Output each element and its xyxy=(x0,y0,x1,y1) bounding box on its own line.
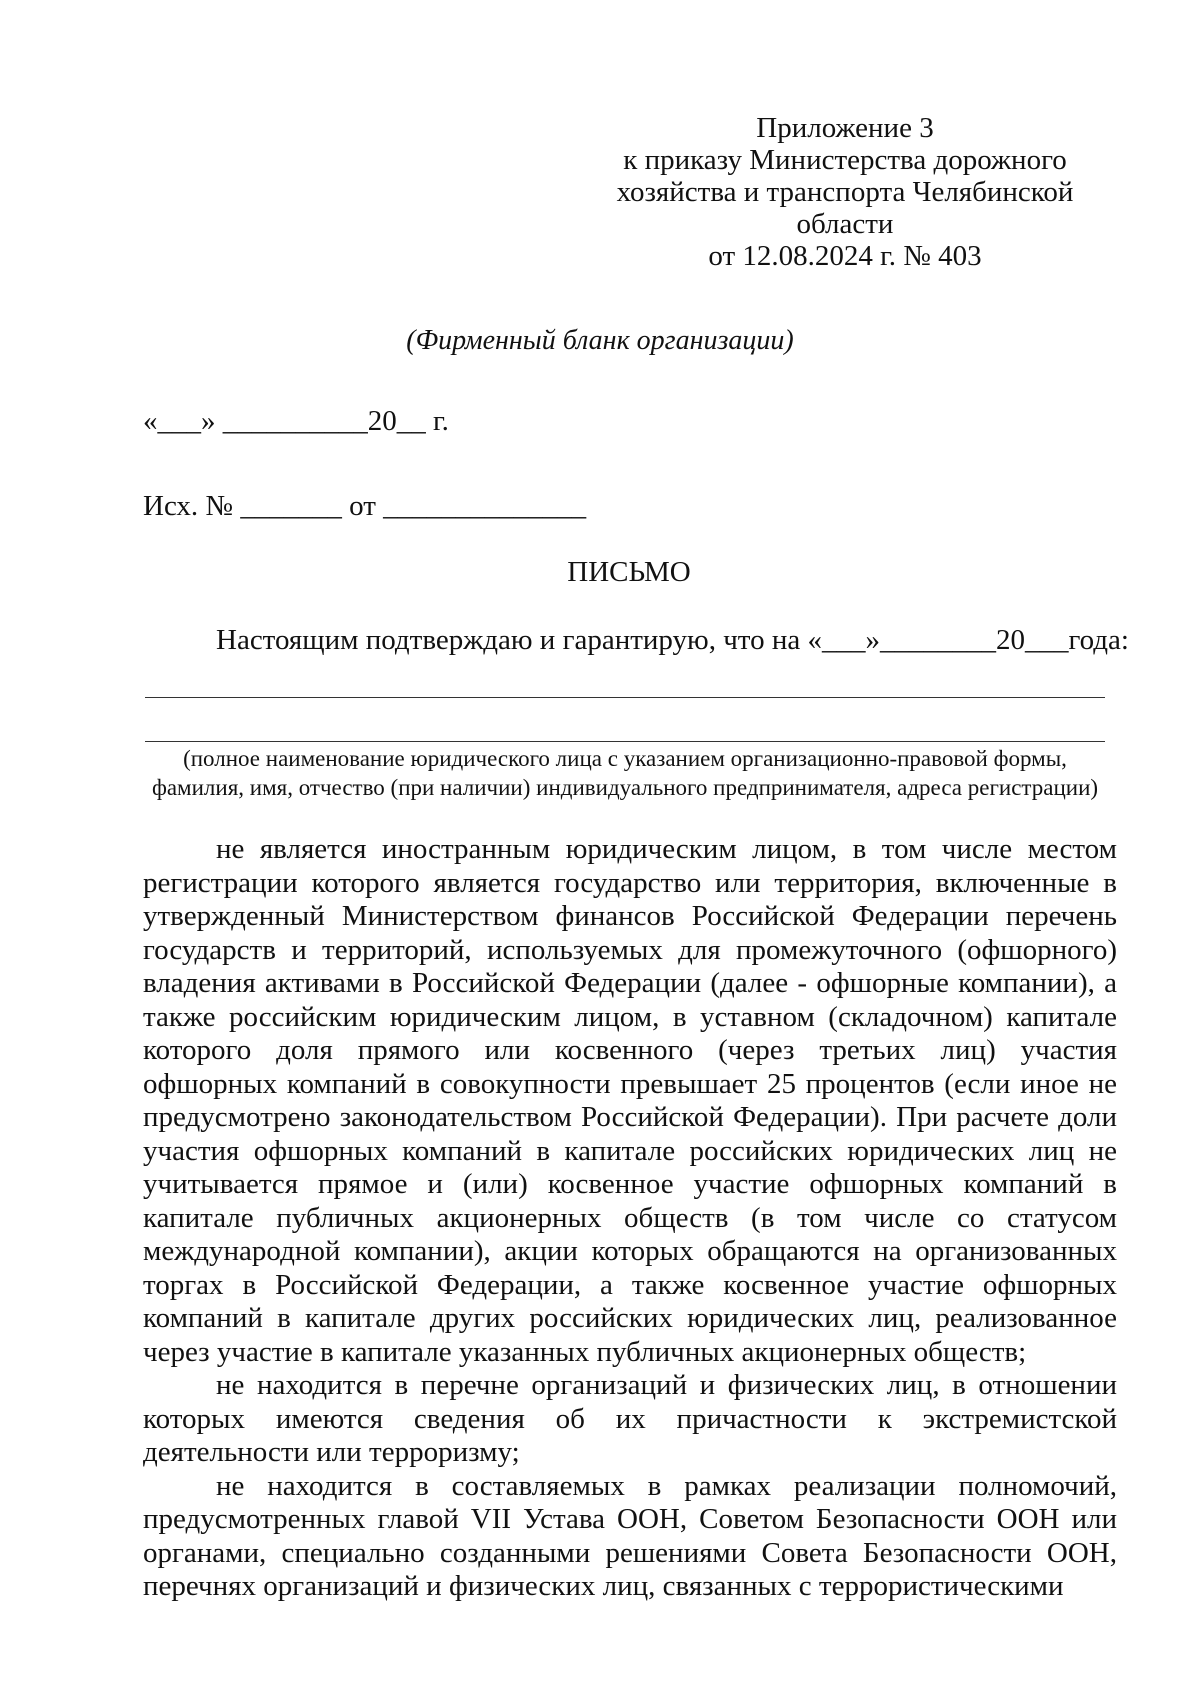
confirmation-line: Настоящим подтверждаю и гарантирую, что на «___»________20___года: xyxy=(216,624,1129,656)
appendix-header xyxy=(600,112,1090,272)
field-caption: (полное наименование юридического лица с указанием организационно-правовой формы, фамилия, имя, отчество (при наличии) индивидуального предпринимателя, адреса регистрации) xyxy=(151,746,1099,800)
document-title: ПИСЬМО xyxy=(567,556,691,588)
paragraph-offshore: не является иностранным юридическим лицом, в том числе местом регистрации которого является государство или территория, включенные в утвержденный Министерством финансов Российской Федерации перечень государств и территорий, используемых для промежуточного (офшорного) владения активами в Российской Федерации (далее - офшорные компании), а также российским юридическим лицом, в уставном (складочном) капитале которого доля прямого или косвенного (через третьих лиц) участия офшорных компаний в совокупности превышает 25 процентов (если иное не предусмотрено законодательством Российской Федерации). При расчете доли участия офшорных компаний в капитале российских юридических лиц не учитывается прямое и (или) косвенное участие офшорных компаний в капитале публичных акционерных обществ (в том числе со статусом международной компании), акции которых обращаются на организованных торгах в Российской Федерации, а также косвенное участие офшорных компаний в капитале других российских юридических лиц, реализованное через участие в капитале указанных публичных акционерных обществ; xyxy=(143,833,1117,1368)
date-line: «___» __________20__ г. xyxy=(143,405,449,437)
appendix-region-line: области xyxy=(796,208,894,240)
appendix-order-date: от 12.08.2024 г. № 403 xyxy=(708,240,982,272)
fill-in-rule xyxy=(145,697,1105,698)
letter-body xyxy=(143,833,1117,1604)
fill-in-rule xyxy=(145,741,1105,742)
paragraph-un-sanctions: не находится в составляемых в рамках реализации полномочий, предусмотренных главой VII Устава ООН, Советом Безопасности ООН или органами, специально созданными решениями Совета Безопасности ООН, перечнях организаций и физических лиц, связанных с террористическими xyxy=(143,1469,1117,1602)
appendix-number: Приложение 3 xyxy=(756,112,934,144)
appendix-order-line: к приказу Министерства дорожного xyxy=(623,144,1067,176)
appendix-ministry-line: хозяйства и транспорта Челябинской xyxy=(616,176,1074,208)
outgoing-number-line: Исх. № _______ от ______________ xyxy=(143,490,587,522)
paragraph-extremism-list: не находится в перечне организаций и физических лиц, в отношении которых имеются сведения об их причастности к экстремистской деятельности или терроризму; xyxy=(143,1369,1117,1468)
letterhead-placeholder: (Фирменный бланк организации) xyxy=(406,325,794,356)
